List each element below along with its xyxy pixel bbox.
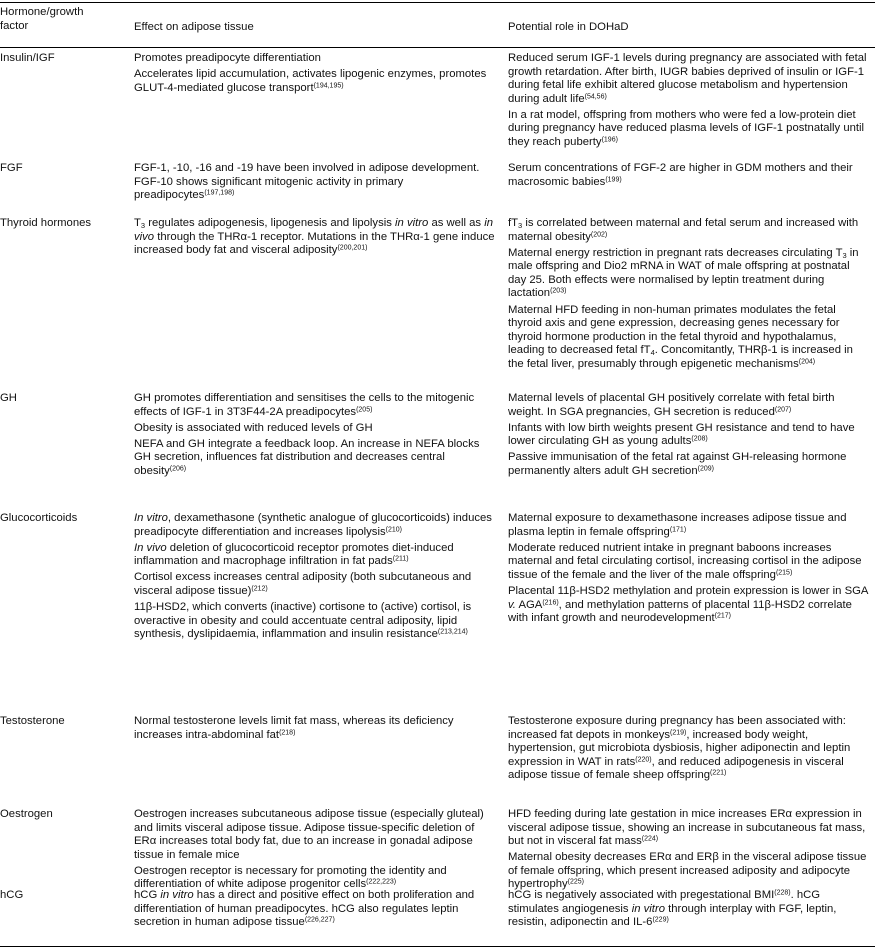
row-hormone: Glucocorticoids [0, 512, 78, 524]
effect-paragraph: hCG in vitro has a direct and positive effect on both proliferation and differentiation of human preadipocytes. hCG also regulates leptin secretion in human adipose tissue$^{(226,227)}$ [134, 889, 475, 929]
effect-paragraph: Obesity is associated with reduced levels of GH [134, 421, 373, 434]
row-roles [508, 715, 870, 785]
role-paragraph: Maternal levels of placental GH positively correlate with fetal birth weight. In SGA pregnancies, GH secretion is reduced$^{(207)}$ [508, 392, 835, 418]
table-bottom-rule [0, 946, 875, 947]
row-roles [508, 217, 870, 374]
row-roles [508, 52, 870, 152]
row-roles [508, 392, 870, 481]
row-hormone: GH [0, 392, 17, 404]
role-paragraph: Placental 11β-HSD2 methylation and protein expression is lower in SGA v. AGA$^{(216)}$, and methylation patterns of placental 11β-HSD2 correlate with infant growth and neurodevelopment$^{(217)}$ [508, 584, 868, 625]
effect-paragraph: Oestrogen increases subcutaneous adipose tissue (especially gluteal) and limits visceral adipose tissue. Adipose tissue-specific deletion of ERα increases total body fat, due to an increase in gonadal adipose tissue in female mice [134, 808, 484, 861]
row-hormone: hCG [0, 889, 24, 901]
effect-paragraph: In vivo deletion of glucocorticoid receptor promotes diet-induced inflammation and macrophage infiltration in fat pads$^{(211)}$ [134, 541, 454, 568]
header-effect: Effect on adipose tissue [134, 21, 254, 33]
header-hormone: Hormone/growth factor [0, 6, 84, 33]
row-hormone: Testosterone [0, 715, 65, 727]
row-effects [134, 217, 497, 260]
row-roles [508, 162, 870, 192]
role-paragraph: Reduced serum IGF-1 levels during pregnancy are associated with fetal growth retardation. After birth, IUGR babies deprived of insulin or IGF-1 during fetal life exhibit altered glucose metabolism and hypertension during adult life$^{(54,56)}$ [508, 52, 867, 105]
role-paragraph: Passive immunisation of the fetal rat against GH-releasing hormone permanently alters adult GH secretion$^{(209)}$ [508, 451, 847, 477]
effect-paragraph: Cortisol excess increases central adiposity (both subcutaneous and visceral adipose tissue)$^{(212)}$ [134, 571, 472, 597]
effect-paragraph: Promotes preadipocyte differentiation [134, 52, 321, 64]
role-paragraph: Infants with low birth weights present GH resistance and tend to have lower circulating GH as young adults$^{(208)}$ [508, 421, 855, 448]
role-paragraph: Testosterone exposure during pregnancy has been associated with: increased fat depots in monkeys$^{(219)}$, increased body weight, hypertension, gut microbiota dysbiosis, higher adiponectin and leptin expression in WAT in rats$^{(220)}$, and reduced adipogenesis in visceral adipose tissue of female sheep offspring$^{(221)}$ [508, 715, 851, 782]
row-effects [134, 889, 497, 932]
table-header-rule [0, 47, 875, 48]
row-hormone: FGF [0, 162, 23, 174]
effect-paragraph: In vitro, dexamethasone (synthetic analogue of glucocorticoids) induces preadipocyte differentiation and increases lipolysis$^{(210)}$ [134, 512, 492, 538]
effect-paragraph: Normal testosterone levels limit fat mass, whereas its deficiency increases intra-abdominal fat$^{(218)}$ [134, 715, 454, 741]
effect-paragraph: Accelerates lipid accumulation, activates lipogenic enzymes, promotes GLUT-4-mediated glucose transport$^{(194,195)}$ [134, 68, 487, 94]
effect-paragraph: FGF-1, -10, -16 and -19 have been involved in adipose development. FGF-10 shows significant mitogenic activity in primary preadipocytes$^{(197,198)}$ [134, 162, 480, 202]
role-paragraph: HFD feeding during late gestation in mice increases ERα expression in visceral adipose tissue, showing an increase in subcutaneous fat mass, but not in visceral fat mass$^{(224)}$ [508, 808, 866, 848]
row-effects [134, 715, 497, 745]
effect-paragraph: 11β-HSD2, which converts (inactive) cortisone to (active) cortisol, is overactive in obesity and could accentuate central adiposity, lipid synthesis, dyslipidaemia, inflammation and insulin resistance$^{(213,214)}$ [134, 601, 472, 641]
row-hormone: Insulin/IGF [0, 52, 55, 64]
row-hormone: Thyroid hormones [0, 217, 92, 229]
role-paragraph: Maternal energy restriction in pregnant rats decreases circulating $T_3$ in male offspring and Dio2 mRNA in WAT of male offspring at postnatal day 25. Both effects were normalised by leptin treatment during lactation$^{(203)}$ [508, 246, 859, 300]
row-roles [508, 512, 870, 628]
role-paragraph: Maternal obesity decreases ERα and ERβ in the visceral adipose tissue of female offspring, which present increased adiposity and adipocyte hypertrophy$^{(225)}$ [508, 851, 867, 891]
role-paragraph: In a rat model, offspring from mothers who were fed a low-protein diet during pregnancy have reduced plasma levels of IGF-1 postnatally until they reach puberty$^{(196)}$ [508, 108, 865, 149]
row-effects [134, 52, 497, 98]
table-top-rule [0, 2, 875, 3]
effect-paragraph: NEFA and GH integrate a feedback loop. An increase in NEFA blocks GH secretion, influences fat distribution and decreases central obesity$^{(206)}$ [134, 437, 480, 477]
row-hormone: Oestrogen [0, 808, 53, 820]
role-paragraph: $fT_3$ is correlated between maternal and fetal serum and increased with maternal obesity$^{(202)}$ [508, 217, 859, 243]
row-effects [134, 512, 497, 644]
role-paragraph: Maternal exposure to dexamethasone increases adipose tissue and plasma leptin in female offspring$^{(171)}$ [508, 512, 847, 538]
row-roles [508, 808, 870, 895]
effect-paragraph: $T_3$ regulates adipogenesis, lipogenesis and lipolysis in vitro as well as in vivo through the THRα-1 receptor. Mutations in the THRα-1 gene induce increased body fat and visceral adiposity$^{(200,201)}$ [134, 217, 495, 257]
role-paragraph: Moderate reduced nutrient intake in pregnant baboons increases maternal and fetal circulating cortisol, increasing cortisol in the adipose tissue of the female and the liver of the male offspring$^{(215)}$ [508, 541, 862, 581]
role-paragraph: hCG is negatively associated with pregestational BMI$^{(228)}$. hCG stimulates angiogenesis in vitro through interplay with FGF, leptin, resistin, adiponectin and IL-6$^{(229)}$ [508, 889, 837, 929]
row-effects [134, 392, 497, 481]
effect-paragraph: GH promotes differentiation and sensitises the cells to the mitogenic effects of IGF-1 in 3T3F44-2A preadipocytes$^{(205)}$ [134, 392, 475, 418]
row-effects [134, 162, 497, 205]
row-effects [134, 808, 497, 895]
effect-paragraph: Oestrogen receptor is necessary for promoting the identity and differentiation of white adipose progenitor cells$^{(222,223)}$ [134, 864, 447, 891]
role-paragraph: Maternal HFD feeding in non-human primates modulates the fetal thyroid axis and gene expression, decreasing genes necessary for thyroid hormone production in the fetal thyroid and hypothalamus, leading to decreased fetal $fT_4$. Concomitantly, THRβ-1 is increased in the fetal liver, presumably through epigenetic mechanisms$^{(204)}$ [508, 303, 853, 370]
header-role: Potential role in DOHaD [508, 21, 629, 33]
row-roles [508, 889, 870, 932]
role-paragraph: Serum concentrations of FGF-2 are higher in GDM mothers and their macrosomic babies$^{(199)}$ [508, 162, 853, 188]
